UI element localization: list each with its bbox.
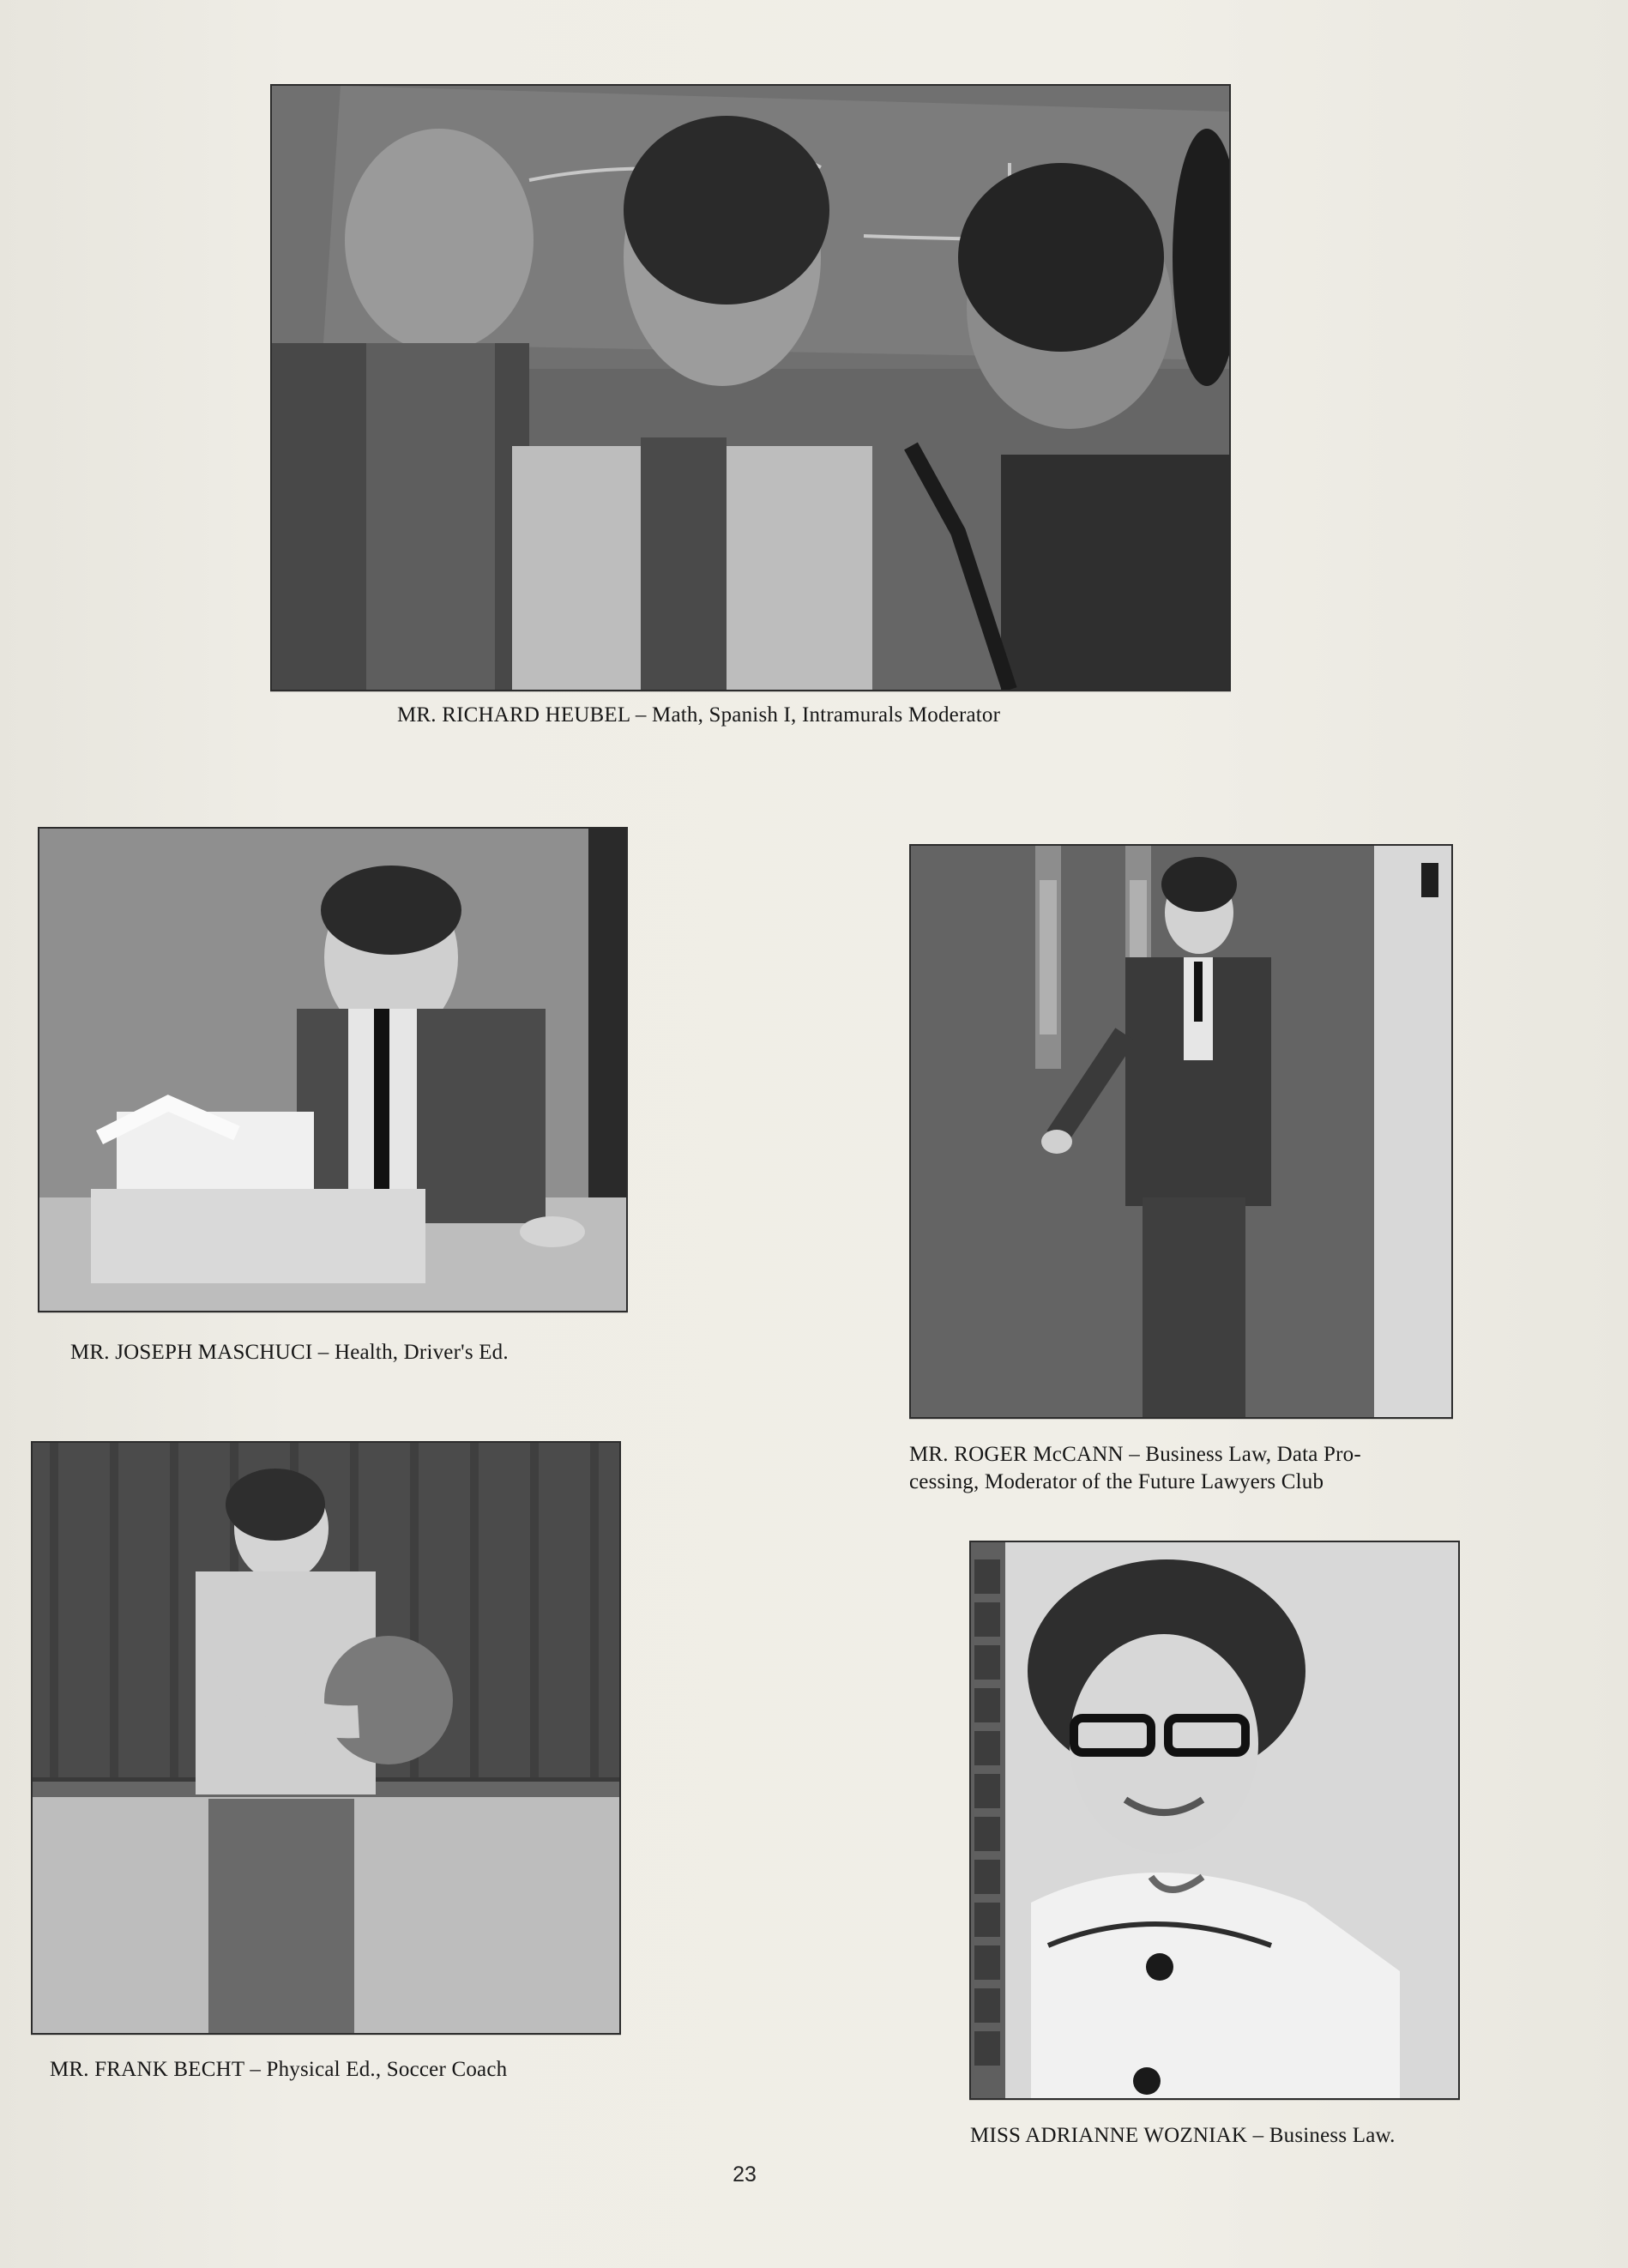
caption-roger-mccann-line-1: MR. ROGER McCANN – Business Law, Data Pro- [909, 1443, 1361, 1466]
photo-joseph-maschuci-image [39, 829, 626, 1311]
photo-frank-becht-image [33, 1443, 619, 2033]
photo-richard-heubel [270, 84, 1231, 691]
caption-roger-mccann [909, 1441, 1458, 1496]
photo-joseph-maschuci [38, 827, 628, 1312]
caption-joseph-maschuci: MR. JOSEPH MASCHUCI – Health, Driver's Ed. [70, 1341, 509, 1364]
page-number: 23 [733, 2162, 757, 2187]
caption-richard-heubel: MR. RICHARD HEUBEL – Math, Spanish I, Intramurals Moderator [397, 703, 1001, 727]
caption-roger-mccann-line-2: cessing, Moderator of the Future Lawyers Club [909, 1470, 1324, 1493]
caption-frank-becht: MR. FRANK BECHT – Physical Ed., Soccer Coach [50, 2058, 508, 2081]
photo-roger-mccann [909, 844, 1453, 1419]
photo-adrianne-wozniak [969, 1541, 1460, 2100]
photo-roger-mccann-image [911, 846, 1451, 1417]
photo-adrianne-wozniak-image [971, 1542, 1458, 2098]
caption-adrianne-wozniak: MISS ADRIANNE WOZNIAK – Business Law. [970, 2124, 1396, 2147]
photo-frank-becht [31, 1441, 621, 2035]
photo-richard-heubel-image [272, 86, 1229, 690]
